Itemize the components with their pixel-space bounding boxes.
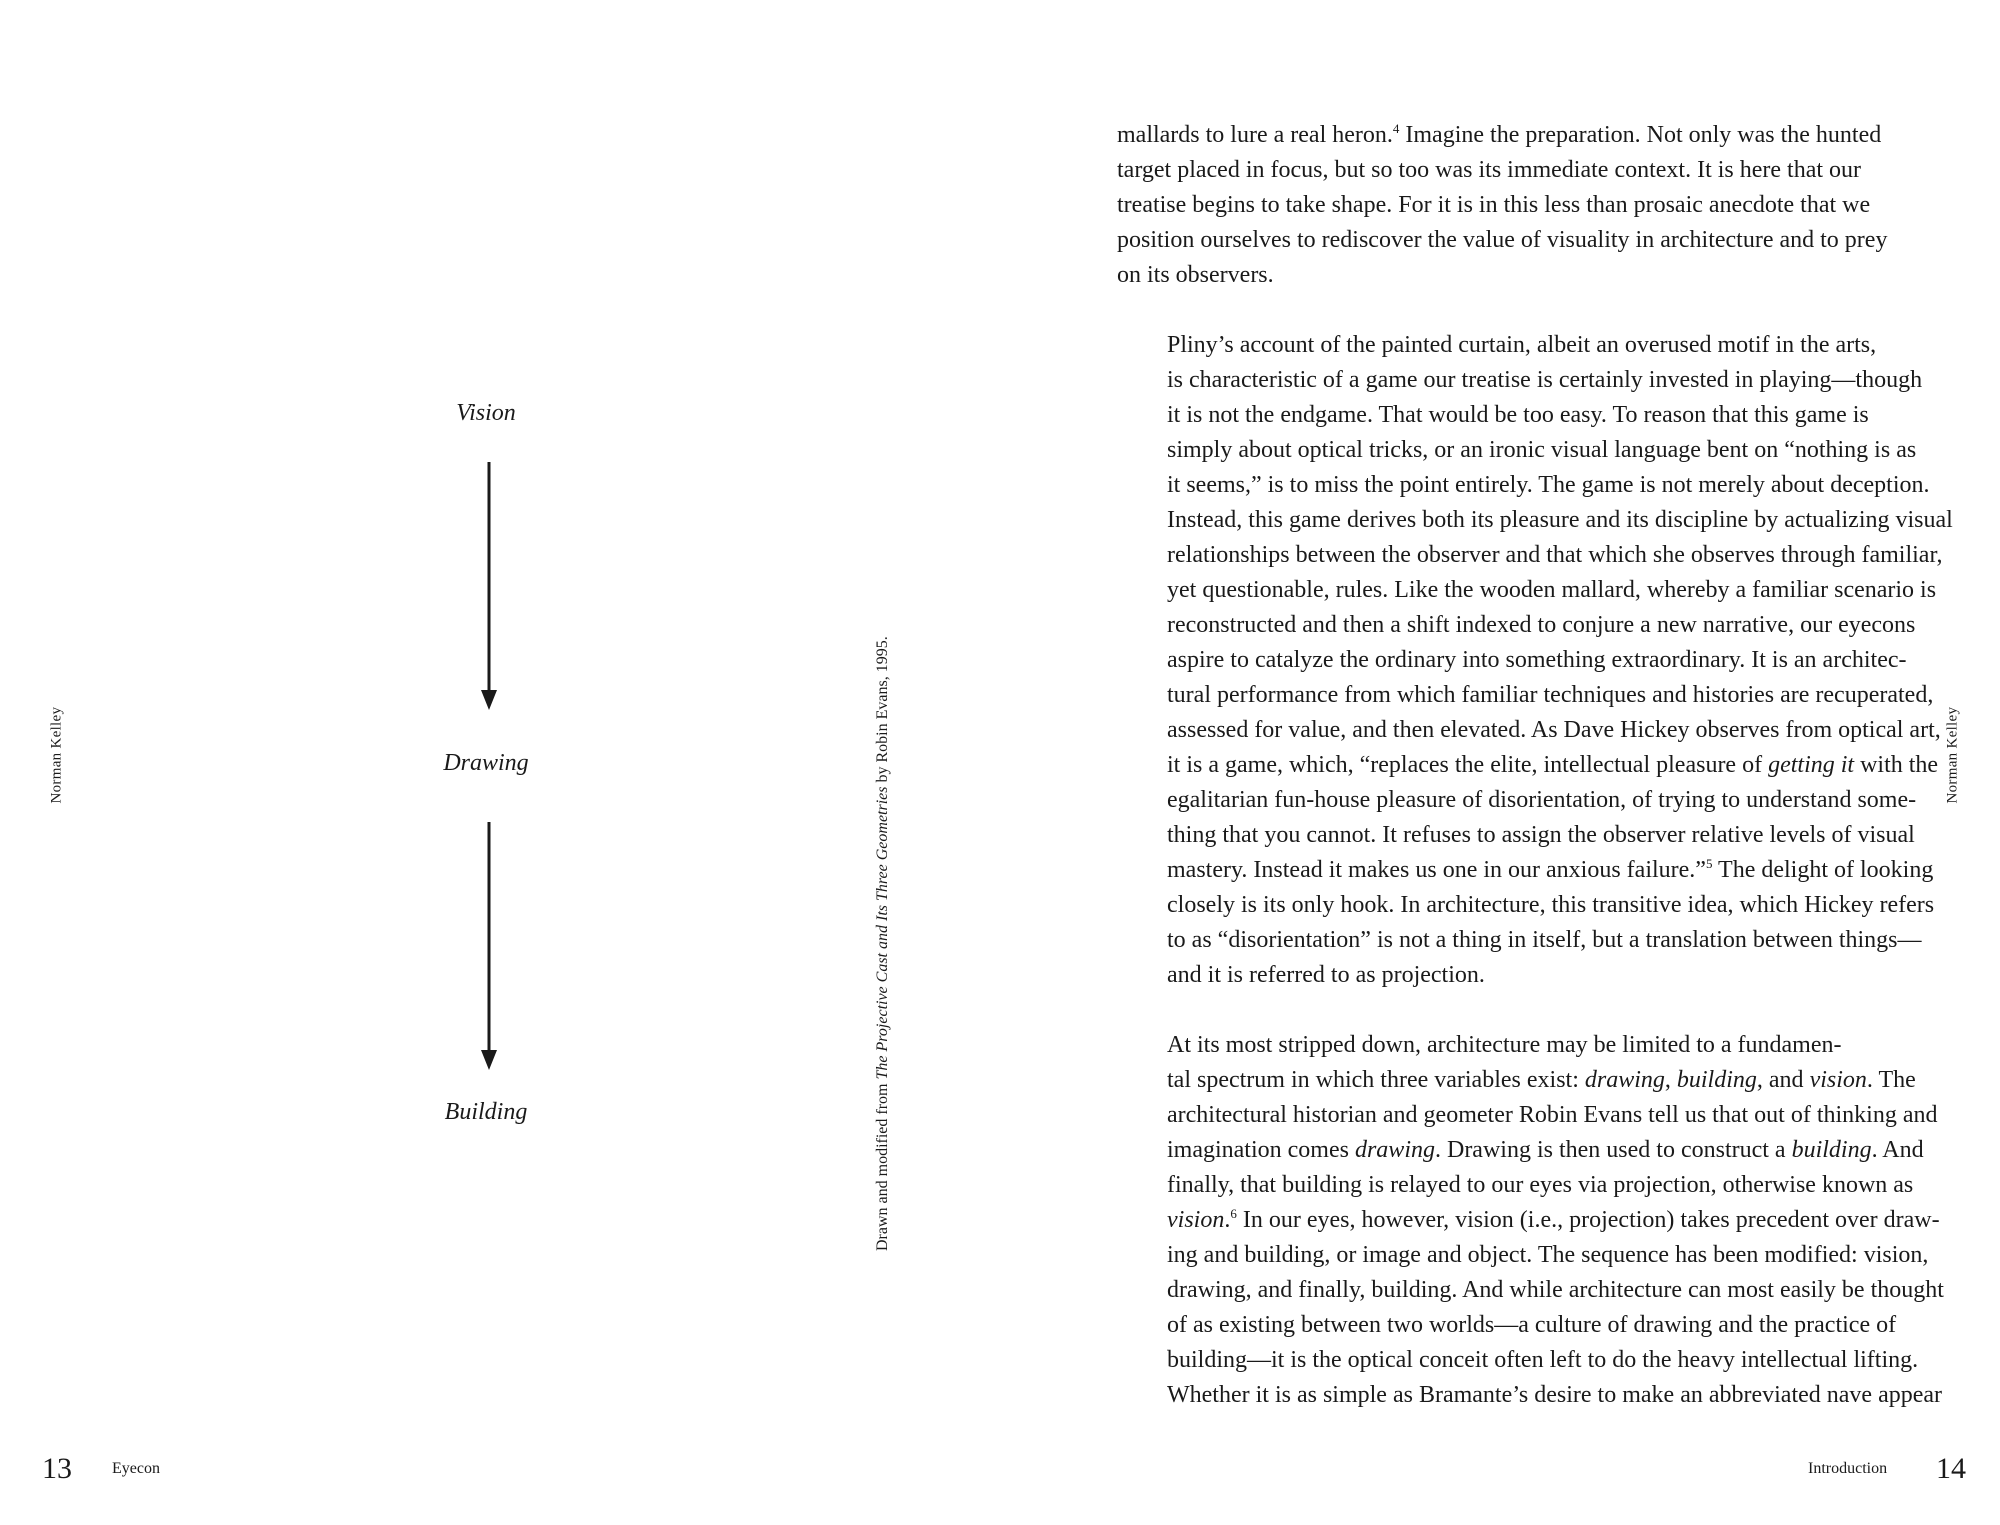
text-run: tural performance from which familiar techniques and histories are recuperated, — [1167, 682, 1934, 708]
text-line — [1117, 1308, 1909, 1343]
text-run: it is not the endgame. That would be too easy. To reason that this game is — [1167, 402, 1869, 428]
text-run: . And — [1871, 1137, 1924, 1163]
text-line — [1117, 1063, 1916, 1098]
text-run: simply about optical tricks, or an ironic visual language bent on “nothing is as — [1167, 437, 1917, 463]
text-run: , — [1664, 1067, 1677, 1093]
italic-run: getting it — [1768, 752, 1855, 778]
text-run: imagination comes — [1167, 1137, 1355, 1163]
page-number-left: 13 — [42, 1452, 72, 1485]
text-run: is characteristic of a game our treatise is certainly invested in playing—though — [1167, 367, 1923, 393]
text-line — [1117, 468, 1930, 503]
running-head-right: Introduction — [1808, 1460, 1888, 1477]
text-run: . The — [1866, 1067, 1916, 1093]
diagram-label-drawing: Drawing — [443, 750, 529, 776]
text-run: . — [1224, 1207, 1231, 1233]
text-run: ing and building, or image and object. The sequence has been modified: vision, — [1167, 1242, 1929, 1268]
paragraph-1 — [1117, 118, 1909, 293]
italic-run: drawing — [1354, 1137, 1435, 1163]
text-line — [1117, 853, 1934, 888]
text-line — [1117, 538, 1943, 573]
text-run: In our eyes, however, vision (i.e., projection) takes precedent over draw- — [1236, 1207, 1940, 1233]
italic-run: drawing — [1584, 1067, 1665, 1093]
italic-run: building — [1676, 1067, 1757, 1093]
text-run: Imagine the preparation. Not only was the hunted — [1399, 122, 1882, 148]
text-run: target placed in focus, but so too was its immediate context. It is here that our — [1117, 157, 1862, 183]
text-line — [1117, 433, 1917, 468]
text-line — [1117, 1343, 1919, 1378]
text-run: closely is its only hook. In architecture, this transitive idea, which Hickey refers — [1167, 892, 1935, 918]
running-head-left: Eyecon — [112, 1460, 160, 1477]
text-line — [1117, 328, 1909, 363]
footnote-marker: 4 — [1392, 121, 1400, 136]
italic-run: building — [1791, 1137, 1872, 1163]
caption-title: The Projective Cast and Its Three Geometries — [874, 786, 891, 1080]
text-run: Whether it is as simple as Bramante’s desire to make an abbreviated nave appear — [1167, 1382, 1943, 1408]
caption-prefix: Drawn and modified from — [874, 1079, 891, 1251]
text-line — [1117, 258, 1909, 293]
text-line — [1117, 678, 1934, 713]
text-line — [1117, 608, 1916, 643]
italic-run: vision — [1809, 1067, 1867, 1093]
italic-run: vision — [1167, 1207, 1225, 1233]
text-run: Instead, this game derives both its pleasure and its discipline by actualizing visual — [1167, 507, 1953, 533]
right-author-name: Norman Kelley — [1944, 706, 1961, 804]
text-run: . Drawing is then used to construct a — [1434, 1137, 1792, 1163]
text-run: relationships between the observer and that which she observes through familiar, — [1167, 542, 1943, 568]
text-line — [1117, 818, 1915, 853]
text-run: aspire to catalyze the ordinary into something extraordinary. It is an architec- — [1167, 647, 1907, 673]
text-run: egalitarian fun-house pleasure of disorientation, of trying to understand some- — [1167, 787, 1917, 813]
left-author-name: Norman Kelley — [48, 706, 65, 804]
text-line — [1117, 1168, 1914, 1203]
text-line — [1117, 1238, 1929, 1273]
text-run: , and — [1756, 1067, 1810, 1093]
footnote-marker: 5 — [1705, 856, 1713, 871]
text-run: it seems,” is to miss the point entirely. The game is not merely about deception. — [1167, 472, 1930, 498]
diagram-label-vision: Vision — [456, 400, 516, 426]
text-line — [1117, 748, 1939, 783]
paragraph-3 — [1117, 1028, 1944, 1413]
text-run: At its most stripped down, architecture may be limited to a fundamen- — [1167, 1032, 1842, 1058]
text-line — [1117, 643, 1909, 678]
page-number-right: 14 — [1936, 1452, 1966, 1485]
text-run: of as existing between two worlds—a culture of drawing and the practice of — [1167, 1312, 1897, 1338]
text-line — [1117, 1133, 1924, 1168]
text-run: mastery. Instead it makes us one in our anxious failure.” — [1167, 857, 1706, 883]
text-line — [1117, 1028, 1909, 1063]
text-line — [1117, 713, 1941, 748]
arrow-down-icon — [477, 822, 501, 1072]
text-line — [1117, 398, 1909, 433]
figure-caption — [874, 551, 896, 1251]
text-run: thing that you cannot. It refuses to assign the observer relative levels of visual — [1167, 822, 1915, 848]
text-run: on its observers. — [1117, 262, 1274, 288]
text-line — [1117, 1273, 1944, 1308]
text-run: with the — [1854, 752, 1939, 778]
text-run: architectural historian and geometer Robin Evans tell us that out of thinking and — [1167, 1102, 1938, 1128]
text-run: building—it is the optical conceit often left to do the heavy intellectual lifting. — [1167, 1347, 1919, 1373]
text-line — [1117, 888, 1935, 923]
footnote-marker: 6 — [1230, 1206, 1237, 1221]
text-line — [1117, 118, 1909, 153]
text-line — [1117, 153, 1909, 188]
text-line — [1117, 363, 1923, 398]
text-run: Pliny’s account of the painted curtain, albeit an overused motif in the arts, — [1167, 332, 1877, 358]
arrow-down-icon — [477, 462, 501, 712]
text-line — [1117, 783, 1917, 818]
text-run: mallards to lure a real heron. — [1117, 122, 1393, 148]
text-line — [1117, 1098, 1938, 1133]
text-line — [1117, 503, 1953, 538]
diagram-label-building: Building — [444, 1099, 528, 1125]
text-line — [1117, 923, 1922, 958]
text-line — [1117, 1203, 1940, 1238]
text-run: drawing, and finally, building. And while architecture can most easily be thought — [1167, 1277, 1944, 1303]
text-run: The delight of looking — [1712, 857, 1934, 883]
text-run: to as “disorientation” is not a thing in itself, but a translation between things— — [1167, 927, 1922, 953]
text-run: and it is referred to as projection. — [1167, 962, 1485, 988]
text-run: it is a game, which, “replaces the elite, intellectual pleasure of — [1167, 752, 1769, 778]
text-line — [1117, 958, 1909, 993]
text-run: yet questionable, rules. Like the wooden mallard, whereby a familiar scenario is — [1167, 577, 1937, 603]
caption-suffix: by Robin Evans, 1995. — [874, 636, 891, 787]
text-line — [1117, 1378, 1943, 1413]
text-line — [1117, 188, 1909, 223]
text-run: treatise begins to take shape. For it is in this less than prosaic anecdote that we — [1117, 192, 1871, 218]
text-run: tal spectrum in which three variables exist: — [1167, 1067, 1585, 1093]
text-run: finally, that building is relayed to our eyes via projection, otherwise known as — [1167, 1172, 1914, 1198]
text-line — [1117, 223, 1909, 258]
text-run: position ourselves to rediscover the value of visuality in architecture and to prey — [1117, 227, 1888, 253]
text-line — [1117, 573, 1937, 608]
text-run: assessed for value, and then elevated. As Dave Hickey observes from optical art, — [1167, 717, 1941, 743]
text-run: reconstructed and then a shift indexed to conjure a new narrative, our eyecons — [1167, 612, 1916, 638]
